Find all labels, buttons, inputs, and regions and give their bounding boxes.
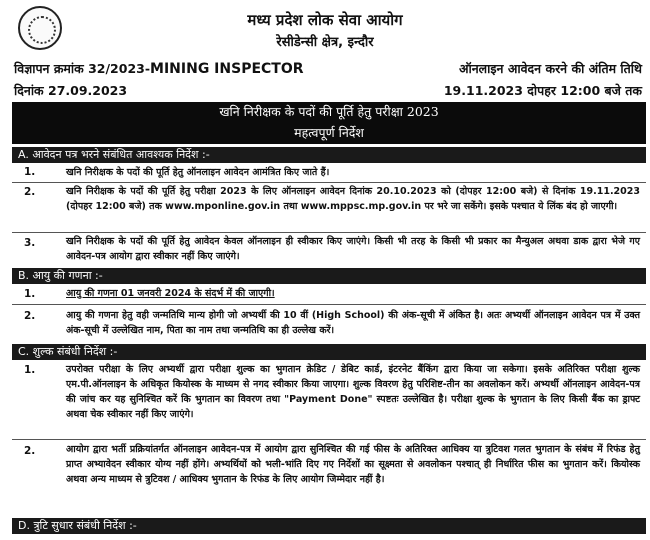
section-a-item-2: खनि निरीक्षक के पदों की पूर्ति हेतु परीक्षा 2023 के लिए ऑनलाइन आवेदन दिनांक 20.10.2023 को (दोपहर 12:00 बजे) से दिनांक 19.11.2023 (दोपहर 12:00 बजे) तक www.mponline.gov.in तथा www.mppsc.mp.gov.in पर भरे जा सकेंगे। इसके पश्चात ये लिंक बंद हो जाएगी। (66, 186, 640, 212)
item-number: 1. (24, 364, 36, 376)
exam-title: खनि निरीक्षक के पदों की पूर्ति हेतु परीक्षा 2023 (12, 102, 646, 122)
important-instructions-title: महत्वपूर्ण निर्देश (12, 122, 646, 144)
section-c-item-1: उपरोक्त परीक्षा के लिए अभ्यर्थी द्वारा परीक्षा शुल्क का भुगतान क्रेडिट / डेबिट कार्ड, इंटरनेट बैंकिंग द्वारा किया जा सकेगा। इसके अतिरिक्त परीक्षा शुल्क एम.पी.ऑनलाइन के अधिकृत कियोस्क के माध्यम से नगद स्वीकार किया जाएगा। शुल्क विवरण हेतु परिशिष्ट-तीन का अवलोकन करें। अभ्यर्थी ऑनलाइन आवेदन-पत्र की जांच कर यह सुनिश्चित करें कि भुगतान का विवरण तथा "Payment Done" स्पष्टतः उल्लेखित है। परीक्षा शुल्क के भुगतान के लिए किसी बैंक का ड्राफ्ट अथवा चेक स्वीकार नहीं किए जाएंगे। (66, 364, 640, 420)
divider (12, 304, 646, 305)
section-c-item-2: आयोग द्वारा भर्ती प्रक्रियांतर्गत ऑनलाइन आवेदन-पत्र में आयोग द्वारा सुनिश्चित की गई फीस के अतिरिक्त आधिक्य या त्रुटिवश गलत भुगतान के संबंध में रिफंड हेतु प्राप्त अभ्यावेदन स्वीकार योग्य नहीं होंगे। अभ्यर्थियों को भली-भांति दिए गए निर्देशों का सूक्ष्मता से अवलोकन पश्चात् ही निर्धारित फीस का भुगतान करें। कियोस्क अथवा अन्य माध्यम से त्रुटिवश / आधिक्य भुगतान के रिफंड के लिए आयोग जिम्मेदार नहीं है। (66, 444, 640, 485)
item-number: 2. (24, 186, 36, 198)
item-number: 3. (24, 237, 36, 249)
item-number: 2. (24, 310, 36, 322)
section-c-heading: C. शुल्क संबंधी निर्देश :- (12, 344, 646, 360)
item-number: 1. (24, 288, 36, 300)
advertisement-number (14, 60, 304, 77)
last-date-label: ऑनलाइन आवेदन करने की अंतिम तिथि (458, 61, 642, 76)
section-a-item-1: खनि निरीक्षक के पदों की पूर्ति हेतु ऑनलाइन आवेदन आमंत्रित किए जाते हैं। (66, 167, 330, 178)
divider (12, 232, 646, 233)
section-b-item-2: आयु की गणना हेतु वही जन्मतिथि मान्य होगी जो अभ्यर्थी की 10 वीं (High School) की अंक-सूची में अंकित है। अतः अभ्यर्थी ऑनलाइन आवेदन पत्र में उक्त अंक-सूची में उल्लेखित नाम, पिता का नाम तथा जन्मतिथि का ही उल्लेख करें। (66, 310, 640, 336)
advt-label: विज्ञापन क्रमांक 32/2023- (14, 61, 151, 76)
divider (12, 182, 646, 183)
item-number: 1. (24, 166, 36, 178)
section-a-heading: A. आवेदन पत्र भरने संबंधित आवश्यक निर्देश :- (12, 147, 646, 163)
notice-date: दिनांक 27.09.2023 (14, 83, 128, 98)
last-date-value: 19.11.2023 दोपहर 12:00 बजे तक (443, 83, 642, 98)
office-address: रेसीडेन्सी क्षेत्र, इन्दौर (276, 35, 374, 50)
section-b-item-1: आयु की गणना 01 जनवरी 2024 के संदर्भ में की जाएगी। (66, 288, 275, 299)
item-number: 2. (24, 445, 36, 457)
divider (12, 439, 646, 440)
org-name: मध्य प्रदेश लोक सेवा आयोग (247, 11, 403, 29)
section-b-heading: B. आयु की गणना :- (12, 268, 646, 284)
section-a-item-3: खनि निरीक्षक के पदों की पूर्ति हेतु आवेदन केवल ऑनलाइन ही स्वीकार किए जाएंगे। किसी भी तरह के किसी भी प्रकार का मैन्युअल अथवा डाक द्वारा भेजे गए आवेदन-पत्र आयोग द्वारा स्वीकार नहीं किए जाएंगे। (66, 236, 640, 262)
advt-post: MINING INSPECTOR (150, 61, 304, 77)
section-d-heading: D. त्रुटि सुधार संबंधी निर्देश :- (12, 518, 646, 534)
